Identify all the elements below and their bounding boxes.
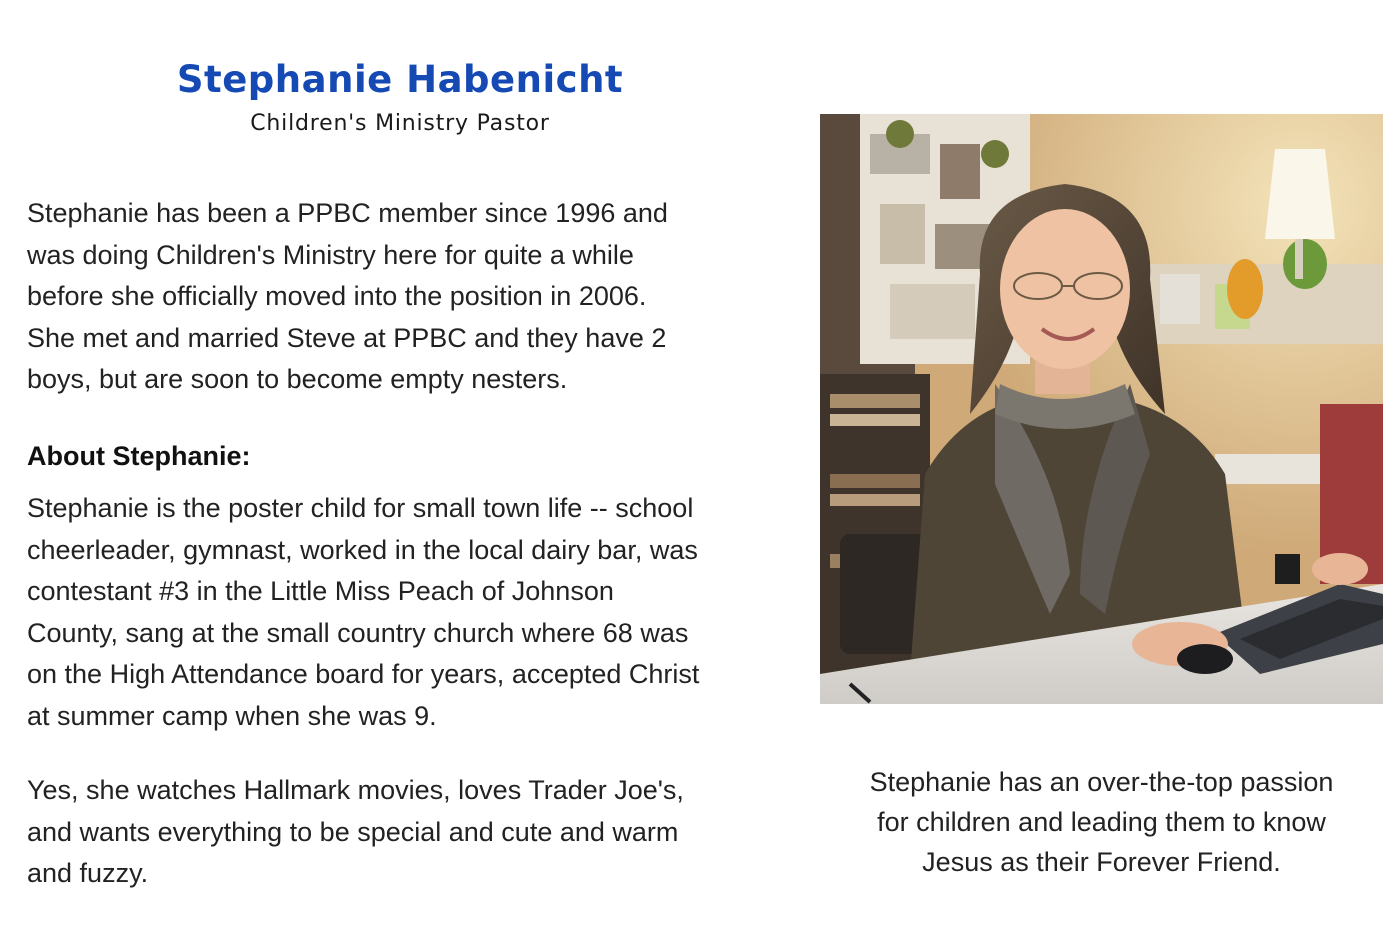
pastor-name: Stephanie Habenicht — [176, 58, 624, 101]
pastor-title: Children's Ministry Pastor — [250, 111, 550, 136]
intro-paragraph: Stephanie has been a PPBC member since 1996 and was doing Children's Ministry here for quite a while before she officially moved into the position in 2006. She met and married Steve at PPBC and they have 2 boys, but are soon to become empty nesters. — [27, 198, 668, 394]
about-paragraph: Stephanie is the poster child for small town life -- school cheerleader, gymnast, worked in the local dairy bar, was contestant #3 in the Little Miss Peach of Johnson County, sang at the small country church where 68 was on the High Attendance board for years, accepted Christ at summer camp when she was 9. — [27, 493, 700, 731]
about-heading: About Stephanie: — [27, 441, 251, 471]
photo-caption: Stephanie has an over-the-top passion for children and leading them to know Jesus as their Forever Friend. — [869, 767, 1334, 877]
hobbies-paragraph: Yes, she watches Hallmark movies, loves Trader Joe's, and wants everything to be special and cute and warm and fuzzy. — [27, 775, 684, 888]
portrait-photo — [820, 114, 1383, 704]
